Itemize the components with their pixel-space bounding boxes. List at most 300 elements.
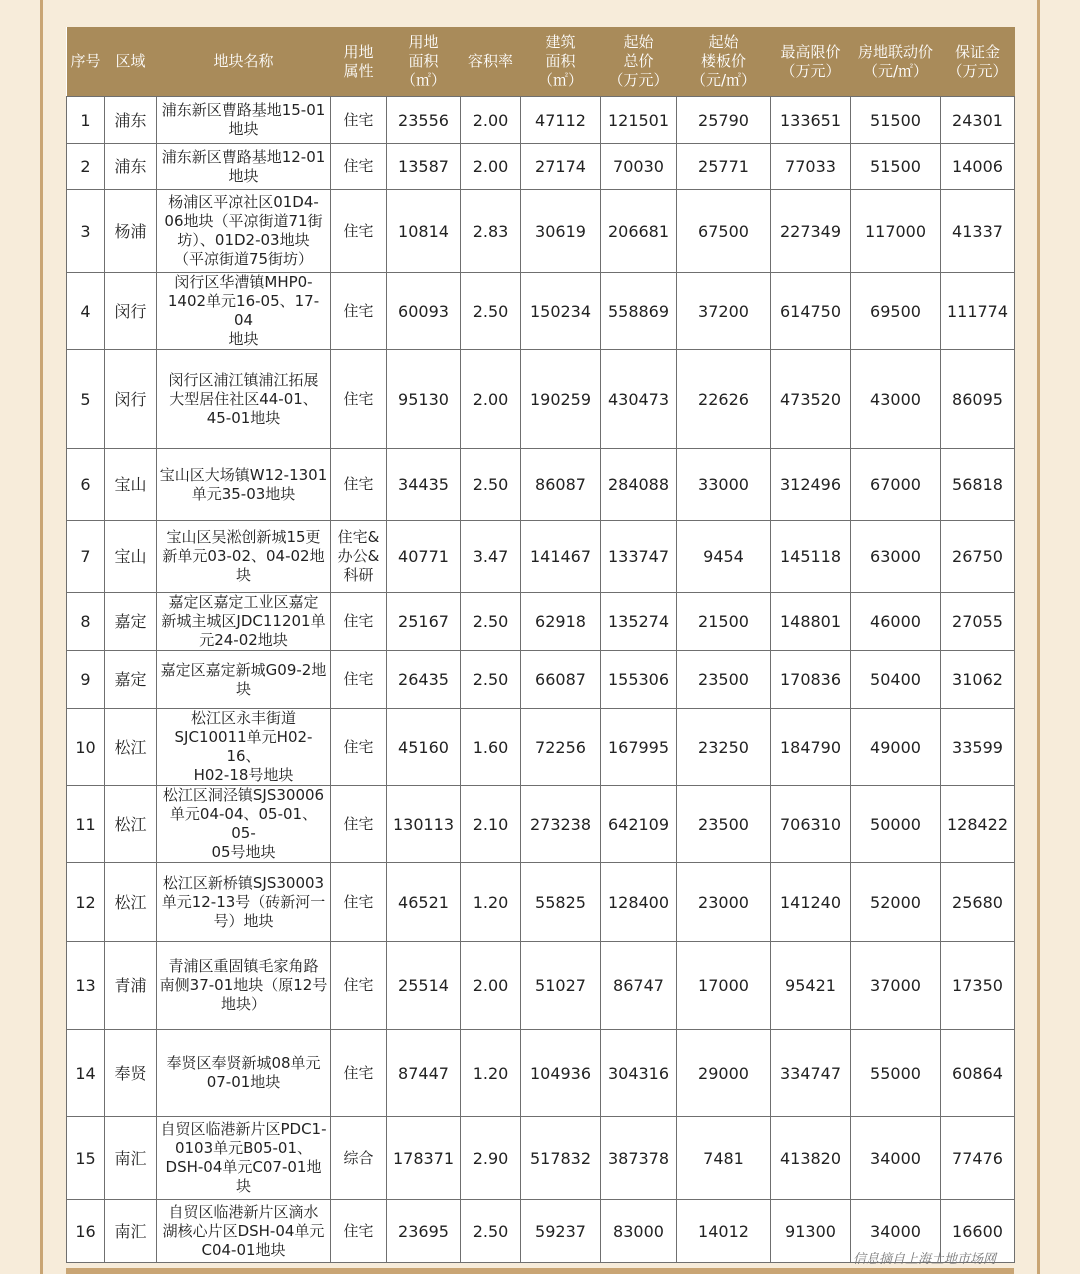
cell-gfa: 59237: [521, 1200, 601, 1263]
land-use-line: 住宅: [343, 157, 374, 175]
cell-max-price: 133651: [771, 97, 851, 144]
cell-land-area: 46521: [387, 863, 461, 942]
cell-far: 2.50: [461, 593, 521, 651]
parcel-name-line: 新城主城区JDC11201单: [161, 612, 326, 630]
cell-no: 14: [67, 1030, 105, 1117]
cell-deposit: 128422: [941, 786, 1015, 863]
header-max-price: [771, 27, 851, 97]
cell-no: 16: [67, 1200, 105, 1263]
header-text: 用地: [408, 33, 439, 51]
cell-start-total: 387378: [601, 1117, 677, 1200]
cell-land-use: [331, 190, 387, 273]
cell-gfa: 55825: [521, 863, 601, 942]
cell-land-use: [331, 1030, 387, 1117]
cell-area: 宝山: [105, 449, 157, 521]
cell-area: 嘉定: [105, 593, 157, 651]
parcel-name-line: 嘉定区嘉定工业区嘉定: [168, 593, 319, 611]
cell-far: 2.00: [461, 144, 521, 190]
header-start-total: [601, 27, 677, 97]
cell-area: 闵行: [105, 350, 157, 449]
cell-area: 南汇: [105, 1117, 157, 1200]
cell-no: 13: [67, 942, 105, 1030]
header-text: 房地联动价: [857, 42, 933, 61]
header-text: 起始: [708, 33, 739, 51]
cell-no: 3: [67, 190, 105, 273]
cell-no: 9: [67, 651, 105, 709]
header-linked-price: [851, 27, 941, 97]
land-use-line: 住宅: [343, 814, 374, 833]
parcel-name-line: 06地块（平凉街道71街: [164, 212, 323, 230]
cell-start-total: 167995: [601, 709, 677, 786]
cell-area: 青浦: [105, 942, 157, 1030]
table-row: [67, 593, 1015, 651]
cell-parcel-name: [157, 593, 331, 651]
cell-no: 10: [67, 709, 105, 786]
cell-start-total: 70030: [601, 144, 677, 190]
land-auction-table: [66, 27, 1015, 1263]
cell-start-total: 642109: [601, 786, 677, 863]
cell-land-use: [331, 593, 387, 651]
cell-no: 5: [67, 350, 105, 449]
cell-land-use: [331, 651, 387, 709]
cell-start-total: 135274: [601, 593, 677, 651]
cell-max-price: 413820: [771, 1117, 851, 1200]
table-row: [67, 1117, 1015, 1200]
cell-area: 宝山: [105, 521, 157, 593]
cell-land-area: 40771: [387, 521, 461, 593]
cell-land-area: 45160: [387, 709, 461, 786]
cell-gfa: 150234: [521, 273, 601, 350]
cell-gfa: 51027: [521, 942, 601, 1030]
cell-land-area: 26435: [387, 651, 461, 709]
cell-max-price: 77033: [771, 144, 851, 190]
parcel-name-line: DSH-04单元C07-01地: [165, 1158, 322, 1176]
cell-far: 2.50: [461, 273, 521, 350]
cell-land-use: [331, 863, 387, 942]
cell-no: 12: [67, 863, 105, 942]
header-text: 属性: [343, 61, 374, 80]
cell-start-total: 133747: [601, 521, 677, 593]
cell-no: 7: [67, 521, 105, 593]
parcel-name-line: 嘉定区嘉定新城G09-2地: [160, 660, 327, 679]
cell-far: 2.00: [461, 350, 521, 449]
cell-linked-price: 50000: [851, 786, 941, 863]
cell-start-total: 128400: [601, 863, 677, 942]
cell-deposit: 26750: [941, 521, 1015, 593]
cell-deposit: 16600: [941, 1200, 1015, 1263]
cell-no: 6: [67, 449, 105, 521]
parcel-name-line: 湖核心片区DSH-04单元: [162, 1221, 325, 1240]
cell-max-price: 473520: [771, 350, 851, 449]
header-text: 最高限价: [780, 42, 841, 61]
land-use-line: 住宅: [343, 670, 374, 688]
parcel-name-line: 自贸区临港新片区PDC1-: [160, 1120, 327, 1138]
cell-start-floor-price: 37200: [677, 273, 771, 350]
cell-start-total: 155306: [601, 651, 677, 709]
header-land-area: [387, 27, 461, 97]
parcel-name-line: （平凉街道75街坊）: [173, 250, 314, 268]
parcel-name-line: 松江区永丰街道: [190, 709, 296, 727]
parcel-name-line: 07-01地块: [206, 1073, 281, 1091]
parcel-name-line: 宝山区吴淞创新城15更: [166, 528, 321, 546]
cell-land-area: 178371: [387, 1117, 461, 1200]
header-text: 区域: [115, 52, 146, 70]
cell-far: 3.47: [461, 521, 521, 593]
land-use-line: 住宅&: [337, 528, 380, 546]
table-row: [67, 863, 1015, 942]
cell-deposit: 41337: [941, 190, 1015, 273]
land-use-line: 住宅: [343, 892, 374, 911]
cell-start-floor-price: 17000: [677, 942, 771, 1030]
header-text: 序号: [70, 52, 101, 70]
cell-area: 闵行: [105, 273, 157, 350]
table-row: [67, 190, 1015, 273]
header-no: [67, 27, 105, 97]
parcel-name-line: 单元12-13号（砖新河一: [161, 892, 326, 911]
header-far: [461, 27, 521, 97]
cell-gfa: 30619: [521, 190, 601, 273]
cell-linked-price: 67000: [851, 449, 941, 521]
header-parcel-name: [157, 27, 331, 97]
cell-land-area: 25167: [387, 593, 461, 651]
cell-max-price: 227349: [771, 190, 851, 273]
cell-start-floor-price: 29000: [677, 1030, 771, 1117]
cell-start-floor-price: 14012: [677, 1200, 771, 1263]
cell-parcel-name: [157, 449, 331, 521]
cell-land-use: [331, 97, 387, 144]
cell-far: 2.00: [461, 942, 521, 1030]
header-text: （元/㎡）: [690, 71, 757, 89]
cell-max-price: 614750: [771, 273, 851, 350]
header-land-use: [331, 27, 387, 97]
cell-gfa: 104936: [521, 1030, 601, 1117]
cell-far: 2.90: [461, 1117, 521, 1200]
parcel-name-line: 大型居住社区44-01、: [169, 389, 318, 408]
cell-no: 8: [67, 593, 105, 651]
parcel-name-line: 元24-02地块: [199, 631, 288, 649]
land-use-line: 住宅: [343, 976, 374, 994]
cell-no: 4: [67, 273, 105, 350]
cell-land-use: [331, 1117, 387, 1200]
parcel-name-line: 地块: [228, 166, 259, 185]
cell-max-price: 141240: [771, 863, 851, 942]
cell-parcel-name: [157, 942, 331, 1030]
cell-parcel-name: [157, 709, 331, 786]
header-text: （元/㎡）: [862, 61, 929, 80]
parcel-name-line: 号）地块: [213, 911, 274, 930]
cell-linked-price: 63000: [851, 521, 941, 593]
cell-far: 2.50: [461, 651, 521, 709]
cell-parcel-name: [157, 1030, 331, 1117]
parcel-name-line: 地块: [228, 330, 259, 348]
header-text: （㎡）: [400, 71, 446, 89]
header-deposit: [941, 27, 1015, 97]
cell-far: 2.00: [461, 97, 521, 144]
cell-linked-price: 52000: [851, 863, 941, 942]
land-use-line: 办公&: [337, 547, 380, 565]
cell-start-total: 558869: [601, 273, 677, 350]
cell-far: 2.50: [461, 449, 521, 521]
cell-start-total: 121501: [601, 97, 677, 144]
parcel-name-line: 05号地块: [211, 843, 276, 861]
parcel-name-line: 闵行区华漕镇MHP0-: [174, 273, 313, 291]
table-row: [67, 449, 1015, 521]
header-text: 起始: [623, 33, 654, 51]
parcel-name-line: 新单元03-02、04-02地: [162, 547, 325, 565]
cell-parcel-name: [157, 786, 331, 863]
cell-land-area: 60093: [387, 273, 461, 350]
header-gfa: [521, 27, 601, 97]
table-row: [67, 942, 1015, 1030]
parcel-name-line: 0103单元B05-01、: [174, 1139, 313, 1157]
land-use-line: 科研: [343, 566, 374, 584]
cell-max-price: 184790: [771, 709, 851, 786]
table-row: [67, 1030, 1015, 1117]
parcel-name-line: 浦东新区曹路基地12-01: [161, 147, 326, 166]
cell-land-area: 87447: [387, 1030, 461, 1117]
parcel-name-line: 杨浦区平凉社区01D4-: [168, 193, 319, 211]
cell-land-use: [331, 273, 387, 350]
cell-gfa: 190259: [521, 350, 601, 449]
cell-parcel-name: [157, 190, 331, 273]
cell-linked-price: 37000: [851, 942, 941, 1030]
cell-linked-price: 117000: [851, 190, 941, 273]
cell-gfa: 517832: [521, 1117, 601, 1200]
cell-land-use: [331, 1200, 387, 1263]
table-body: [67, 97, 1015, 1263]
parcel-name-line: SJC10011单元H02-16、: [174, 728, 313, 765]
cell-far: 1.20: [461, 863, 521, 942]
cell-land-use: [331, 709, 387, 786]
cell-parcel-name: [157, 651, 331, 709]
header-text: 保证金: [954, 42, 1000, 61]
cell-linked-price: 46000: [851, 593, 941, 651]
parcel-name-line: 块: [235, 679, 251, 698]
header-area: [105, 27, 157, 97]
cell-area: 南汇: [105, 1200, 157, 1263]
parcel-name-line: 45-01地块: [206, 408, 281, 427]
cell-land-use: [331, 786, 387, 863]
cell-area: 杨浦: [105, 190, 157, 273]
table-row: [67, 651, 1015, 709]
land-use-line: 住宅: [343, 737, 374, 756]
land-use-line: 住宅: [343, 301, 374, 320]
header-text: （万元）: [608, 71, 669, 89]
table-row: [67, 97, 1015, 144]
parcel-name-line: C04-01地块: [201, 1240, 286, 1259]
cell-start-total: 206681: [601, 190, 677, 273]
cell-area: 松江: [105, 786, 157, 863]
cell-deposit: 24301: [941, 97, 1015, 144]
cell-linked-price: 50400: [851, 651, 941, 709]
cell-linked-price: 51500: [851, 97, 941, 144]
cell-start-floor-price: 23500: [677, 786, 771, 863]
cell-area: 浦东: [105, 97, 157, 144]
land-use-line: 综合: [343, 1148, 374, 1167]
parcel-name-line: 地块）: [220, 995, 266, 1013]
cell-land-use: [331, 350, 387, 449]
cell-linked-price: 43000: [851, 350, 941, 449]
parcel-name-line: 坊）、01D2-03地块: [177, 231, 310, 249]
cell-land-area: 13587: [387, 144, 461, 190]
header-text: 用地: [343, 42, 374, 61]
cell-start-total: 304316: [601, 1030, 677, 1117]
cell-far: 1.60: [461, 709, 521, 786]
cell-max-price: 91300: [771, 1200, 851, 1263]
cell-max-price: 334747: [771, 1030, 851, 1117]
cell-land-use: [331, 144, 387, 190]
cell-start-total: 430473: [601, 350, 677, 449]
cell-deposit: 111774: [941, 273, 1015, 350]
header-text: （万元）: [780, 61, 841, 80]
cell-land-use: [331, 521, 387, 593]
cell-far: 2.50: [461, 1200, 521, 1263]
table-row: [67, 144, 1015, 190]
cell-max-price: 148801: [771, 593, 851, 651]
header-text: 面积: [545, 52, 576, 70]
cell-no: 11: [67, 786, 105, 863]
parcel-name-line: 浦东新区曹路基地15-01: [161, 101, 326, 119]
cell-parcel-name: [157, 1117, 331, 1200]
land-use-line: 住宅: [343, 389, 374, 408]
cell-parcel-name: [157, 273, 331, 350]
cell-land-use: [331, 449, 387, 521]
table-row: [67, 709, 1015, 786]
cell-start-floor-price: 9454: [677, 521, 771, 593]
cell-linked-price: 69500: [851, 273, 941, 350]
cell-gfa: 47112: [521, 97, 601, 144]
cell-area: 奉贤: [105, 1030, 157, 1117]
footer-bar: [66, 1268, 1014, 1274]
parcel-name-line: 块: [235, 566, 251, 584]
cell-max-price: 145118: [771, 521, 851, 593]
parcel-name-line: 松江区新桥镇SJS30003: [162, 873, 325, 892]
cell-no: 1: [67, 97, 105, 144]
cell-linked-price: 55000: [851, 1030, 941, 1117]
cell-deposit: 27055: [941, 593, 1015, 651]
land-use-line: 住宅: [343, 612, 374, 630]
cell-parcel-name: [157, 863, 331, 942]
cell-linked-price: 51500: [851, 144, 941, 190]
parcel-name-line: 1402单元16-05、17-04: [167, 292, 320, 329]
cell-max-price: 312496: [771, 449, 851, 521]
table-row: [67, 350, 1015, 449]
cell-gfa: 72256: [521, 709, 601, 786]
cell-max-price: 95421: [771, 942, 851, 1030]
cell-start-floor-price: 22626: [677, 350, 771, 449]
cell-start-floor-price: 23500: [677, 651, 771, 709]
cell-area: 嘉定: [105, 651, 157, 709]
cell-start-floor-price: 21500: [677, 593, 771, 651]
header-text: （㎡）: [537, 71, 583, 89]
cell-no: 15: [67, 1117, 105, 1200]
cell-start-floor-price: 23250: [677, 709, 771, 786]
parcel-name-line: 南侧37-01地块（原12号: [159, 976, 328, 994]
header-text: 面积: [408, 52, 439, 70]
cell-deposit: 33599: [941, 709, 1015, 786]
cell-start-floor-price: 67500: [677, 190, 771, 273]
cell-deposit: 77476: [941, 1117, 1015, 1200]
cell-gfa: 86087: [521, 449, 601, 521]
cell-max-price: 170836: [771, 651, 851, 709]
cell-parcel-name: [157, 1200, 331, 1263]
cell-area: 松江: [105, 709, 157, 786]
parcel-name-line: 自贸区临港新片区滴水: [168, 1202, 319, 1221]
cell-deposit: 86095: [941, 350, 1015, 449]
cell-far: 2.83: [461, 190, 521, 273]
parcel-name-line: 块: [235, 1177, 251, 1195]
cell-gfa: 273238: [521, 786, 601, 863]
parcel-name-line: 闵行区浦江镇浦江拓展: [168, 370, 319, 389]
cell-far: 1.20: [461, 1030, 521, 1117]
cell-start-floor-price: 33000: [677, 449, 771, 521]
cell-start-total: 284088: [601, 449, 677, 521]
cell-far: 2.10: [461, 786, 521, 863]
cell-land-area: 10814: [387, 190, 461, 273]
cell-deposit: 25680: [941, 863, 1015, 942]
parcel-name-line: 奉贤区奉贤新城08单元: [166, 1054, 321, 1072]
header-text: 楼板价: [700, 52, 746, 70]
cell-max-price: 706310: [771, 786, 851, 863]
cell-start-floor-price: 25771: [677, 144, 771, 190]
cell-gfa: 27174: [521, 144, 601, 190]
source-note: 信息摘自上海土地市场网: [852, 1252, 996, 1267]
cell-gfa: 141467: [521, 521, 601, 593]
cell-parcel-name: [157, 97, 331, 144]
land-use-line: 住宅: [343, 110, 374, 129]
cell-deposit: 17350: [941, 942, 1015, 1030]
cell-land-area: 23556: [387, 97, 461, 144]
table-row: [67, 273, 1015, 350]
cell-parcel-name: [157, 350, 331, 449]
header-start-floor-price: [677, 27, 771, 97]
cell-deposit: 60864: [941, 1030, 1015, 1117]
cell-deposit: 56818: [941, 449, 1015, 521]
cell-gfa: 62918: [521, 593, 601, 651]
cell-deposit: 14006: [941, 144, 1015, 190]
land-use-line: 住宅: [343, 221, 374, 240]
table-header-row: [67, 27, 1015, 97]
parcel-name-line: 地块: [228, 120, 259, 138]
cell-no: 2: [67, 144, 105, 190]
cell-area: 浦东: [105, 144, 157, 190]
header-text: （万元）: [947, 61, 1008, 80]
header-text: 建筑: [545, 33, 576, 51]
cell-land-area: 25514: [387, 942, 461, 1030]
header-text: 地块名称: [213, 52, 274, 70]
land-auction-table-container: [66, 27, 1014, 1263]
land-use-line: 住宅: [343, 1063, 374, 1082]
cell-linked-price: 49000: [851, 709, 941, 786]
cell-area: 松江: [105, 863, 157, 942]
cell-land-area: 34435: [387, 449, 461, 521]
cell-start-total: 83000: [601, 1200, 677, 1263]
cell-start-floor-price: 7481: [677, 1117, 771, 1200]
cell-land-use: [331, 942, 387, 1030]
parcel-name-line: H02-18号地块: [193, 766, 294, 784]
land-use-line: 住宅: [343, 1221, 374, 1240]
table-row: [67, 786, 1015, 863]
parcel-name-line: 宝山区大场镇W12-1301: [159, 465, 328, 484]
parcel-name-line: 松江区洞泾镇SJS30006: [162, 786, 325, 804]
header-text: 总价: [623, 52, 654, 70]
cell-parcel-name: [157, 521, 331, 593]
header-text: 容积率: [467, 52, 513, 70]
cell-deposit: 31062: [941, 651, 1015, 709]
cell-land-area: 95130: [387, 350, 461, 449]
cell-start-total: 86747: [601, 942, 677, 1030]
parcel-name-line: 单元04-04、05-01、05-: [169, 805, 318, 842]
